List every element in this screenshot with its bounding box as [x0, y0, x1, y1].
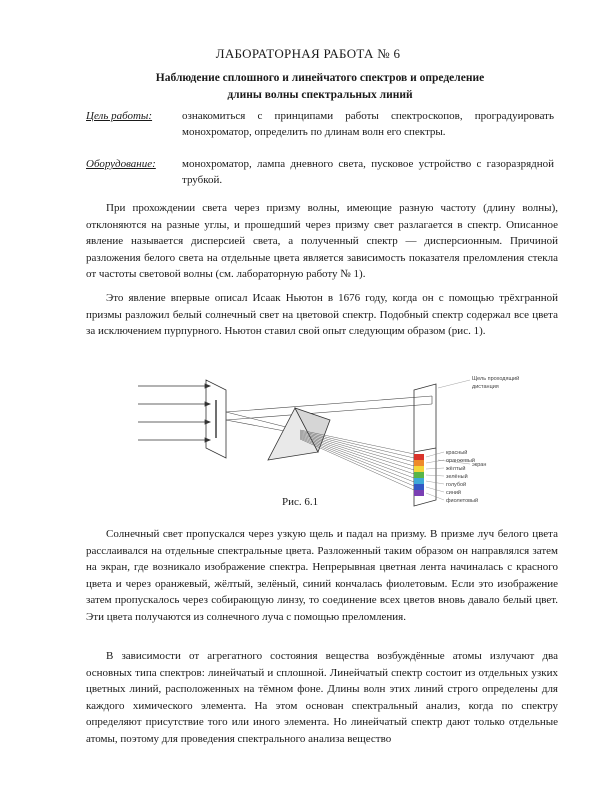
spectrum-band-red [414, 454, 424, 460]
spectrum-band-green [414, 472, 424, 478]
incoming-rays [138, 384, 210, 442]
figure-label-top2: дистанция [472, 384, 499, 390]
document-subtitle [110, 70, 530, 104]
spectrum-label-yellow: жёлтый [446, 466, 466, 472]
subtitle-line-2: длины волны спектральных линий [227, 89, 413, 101]
slit-screen [206, 380, 226, 458]
spectrum-band-violet [414, 490, 424, 496]
paragraph-4-text: В зависимости от агрегатного состояния вещества возбуждённые атомы излучают два основных типа спектров: линейчатый и сплошной. Линейчатый спектр состоит из отдельных узких цветных линий, расположенных на тёмном фоне. Длины волн этих линий строго определены для каждого химического элемента. На этом основан спектральный анализ, когда по спектру определяют присутствие того или иного элемента. Но линейчатый спектр дают только отдельные атомы, поэтому для проведения спектрального анализа вещество [86, 650, 558, 745]
subtitle-line-1: Наблюдение сплошного и линейчатого спектров и определение [155, 72, 485, 84]
paragraph-3-text: Солнечный свет пропускался через узкую щель и падал на призму. В призме луч белого цвета расслаивался на отдельные спектральные цвета. Разложенный таким образом он направлялся затем на экран, где возникало изображение спектра. Непрерывная цветная лента начиналась с красного цвета и через оранжевый, жёлтый, зелёный, синий кончалась фиолетовым. Если это изображение затем пропускалось через собирающую линзу, то соединение всех цветов вновь давало белый цвет. Эти цвета получаются из солнечного луча с помощью преломления. [86, 528, 558, 623]
spectrum-band-orange [414, 460, 424, 466]
equipment-label: Оборудование: [86, 158, 156, 170]
spectrum-label-violet: фиолетовый [446, 498, 479, 504]
figure-label-top: Щель проходящий [472, 376, 520, 382]
figure-caption: Рис. 6.1 [282, 496, 319, 508]
paragraph-2 [86, 290, 558, 340]
equipment-row [86, 156, 556, 190]
spectrum-label-orange: оранжевый [446, 458, 475, 464]
document-title: ЛАБОРАТОРНАЯ РАБОТА № 6 [215, 46, 401, 61]
goal-row [86, 108, 556, 156]
equipment-text: монохроматор, лампа дневного света, пусковое устройство с газоразрядной трубкой. [182, 158, 554, 186]
spectrum-label-cyan: голубой [446, 482, 467, 488]
beam [226, 396, 432, 432]
prism-figure [0, 360, 616, 510]
spectrum-band-yellow [414, 466, 424, 472]
goal-label: Цель работы: [86, 110, 153, 122]
paragraph-2-text: Это явление впервые описал Исаак Ньютон в 1676 году, когда он с помощью трёхгранной призмы разложил белый солнечный свет на цветовой спектр. Подобный спектр содержал все цвета за исключением пурпурного. Ньютон ставил свой опыт следующим образом (рис. 1). [86, 292, 558, 337]
spectrum-bands [414, 454, 424, 496]
figure-label-screen: экран [472, 462, 487, 468]
spectrum-band-blue [414, 484, 424, 490]
paragraph-3 [86, 526, 558, 625]
paragraph-1 [86, 200, 558, 283]
spectrum-band-cyan [414, 478, 424, 484]
spectrum-label-blue: синий [446, 490, 462, 496]
paragraph-1-text: При прохождении света через призму волны, имеющие разную частоту (длину волны), отклоняются на разные углы, и прошедший через призму свет разлагается в спектр. Описанное явление называется дисперсией света, а полученный спектр — дисперсионным. Причиной разложения белого света на отдельные цвета является зависимость показателя преломления стекла от частоты световой волны (см. лабораторную работу № 1). [86, 202, 558, 280]
goal-text: ознакомиться с принципами работы спектроскопов, проградуировать монохроматор, определить по длинам волн его спектры. [182, 110, 554, 138]
spectrum-label-red: красный [446, 450, 468, 456]
spectrum-label-green: зелёный [446, 474, 468, 480]
paragraph-4 [86, 648, 558, 747]
